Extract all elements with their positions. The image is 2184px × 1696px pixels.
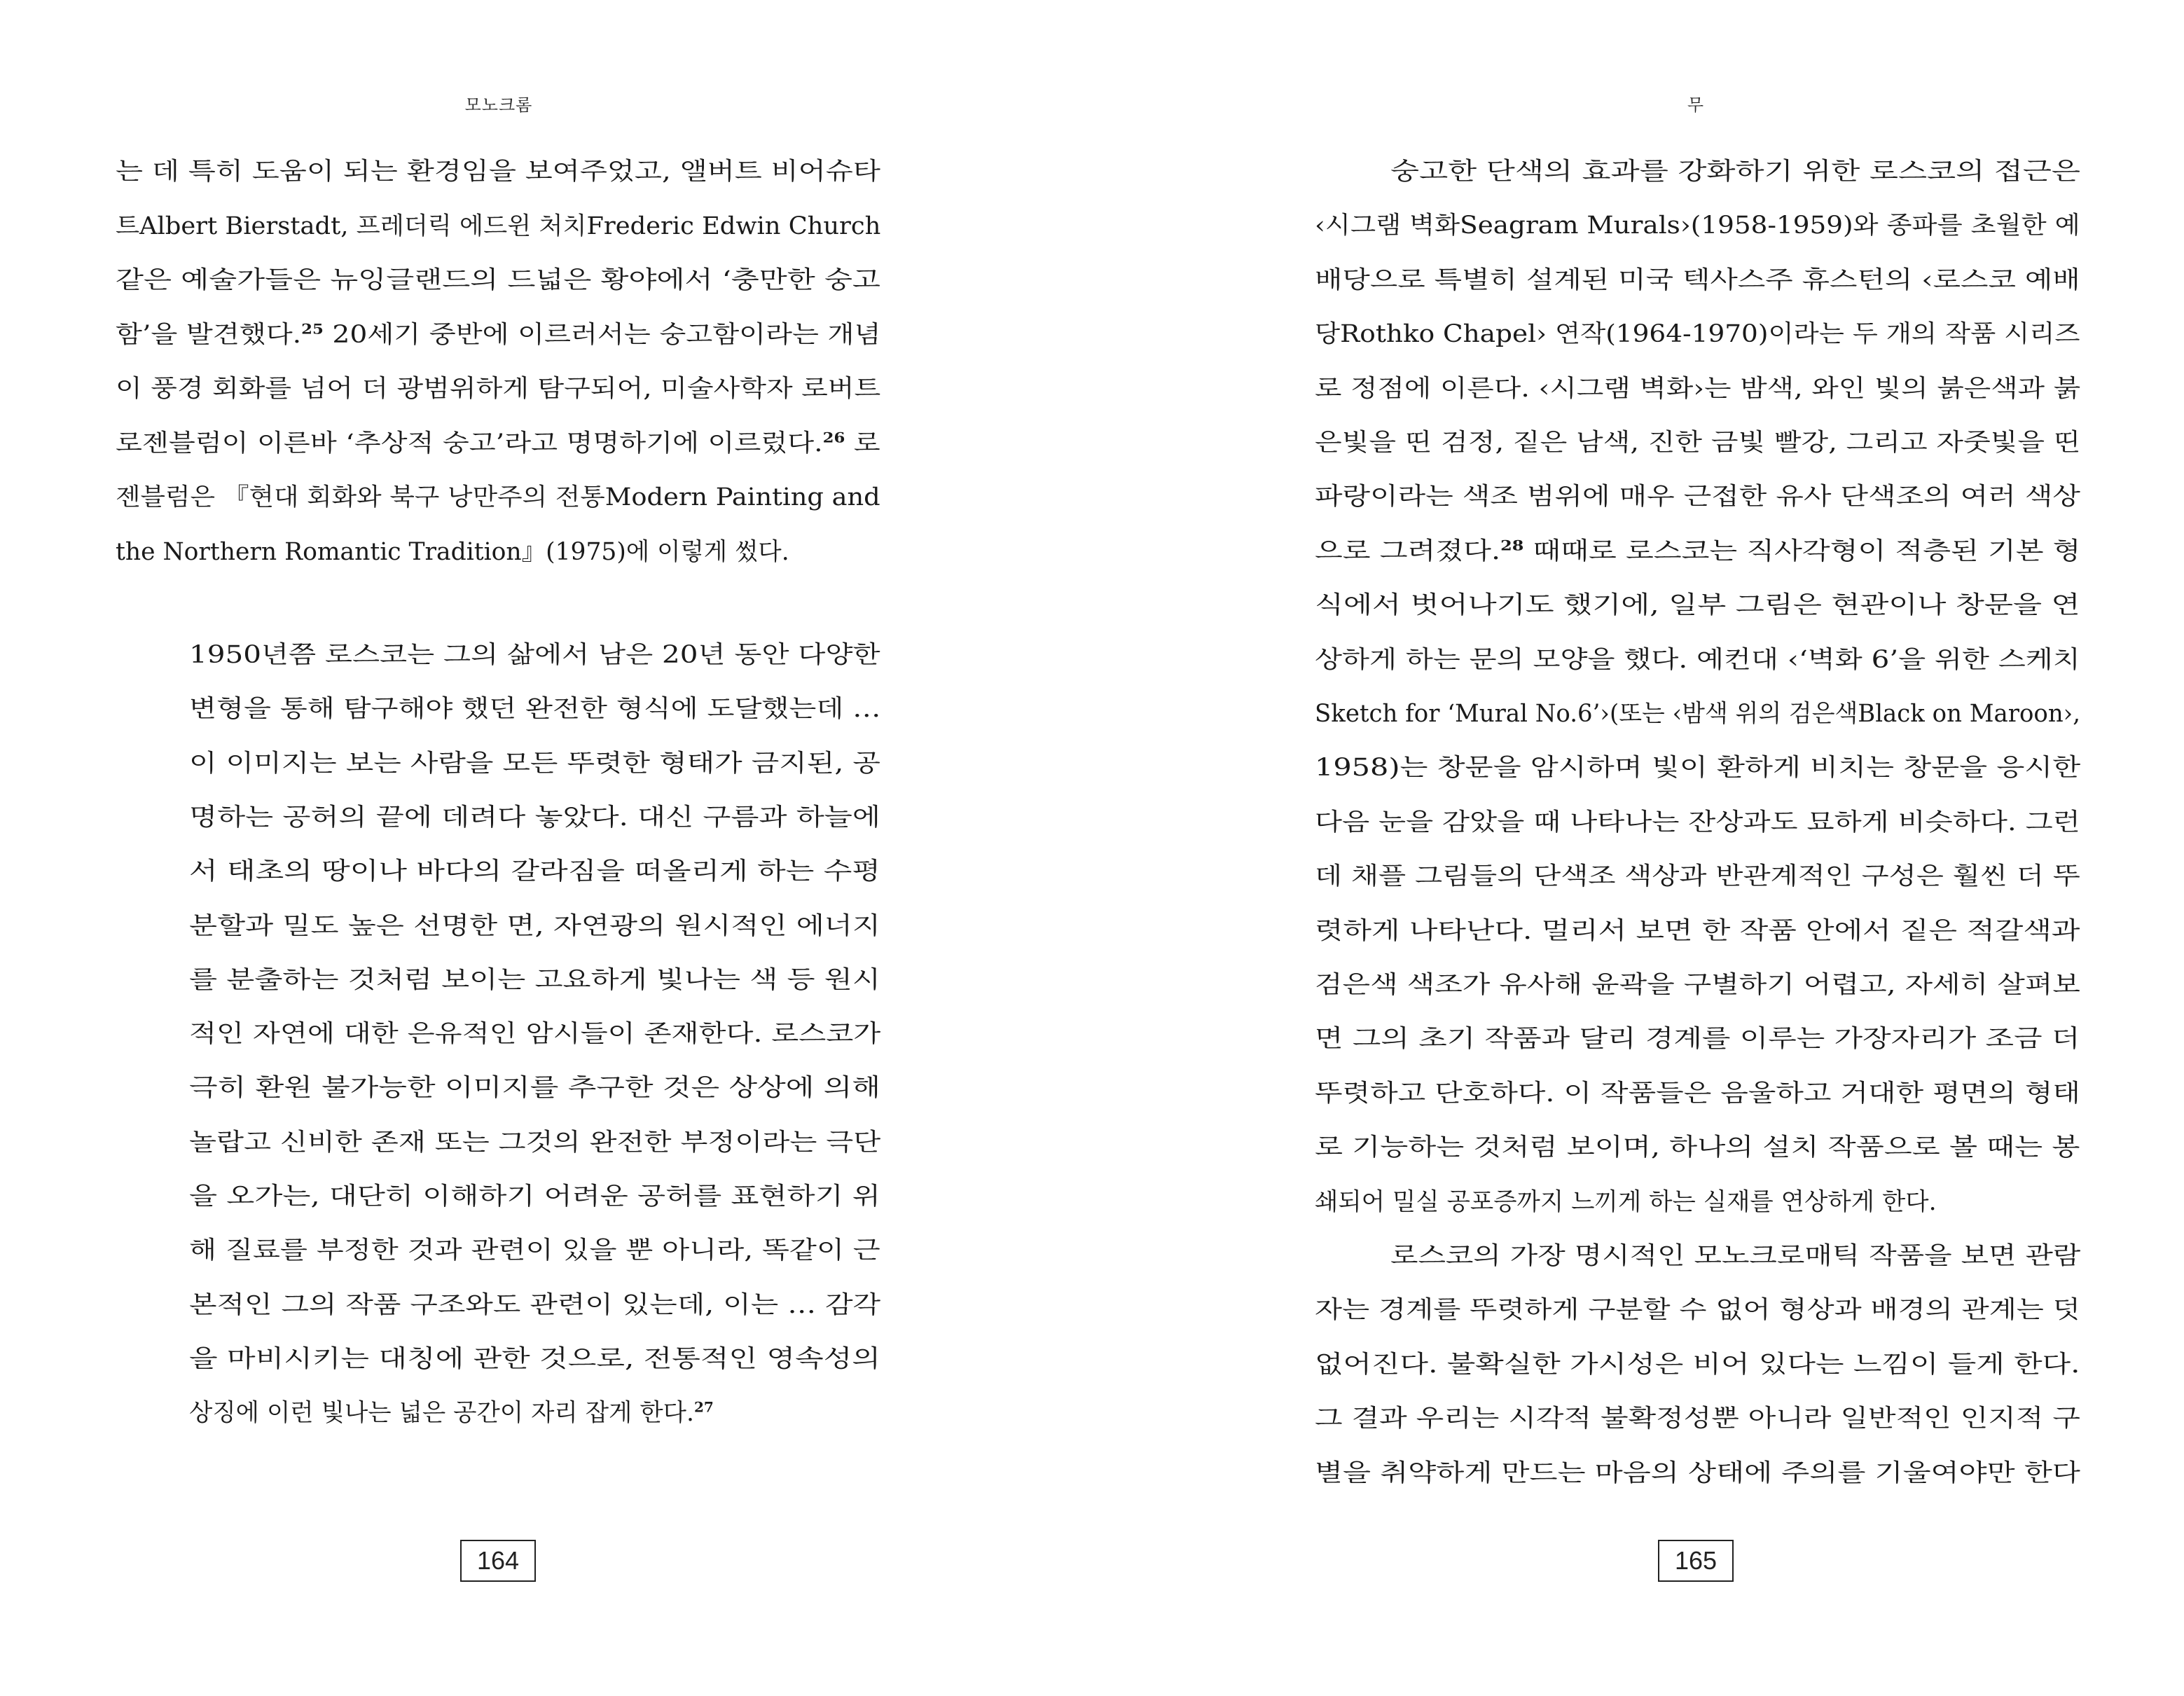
- text-line: 로스코의 가장 명시적인 모노크로매틱 작품을 보면 관람: [1390, 1242, 2081, 1270]
- text-line: Sketch for ‘Mural No.6’›(또는 ‹밤색 위의 검은색Black on Maroon›,: [1315, 700, 2081, 728]
- text-line: 데 채플 그림들의 단색조 색상과 반관계적인 구성은 훨씬 더 뚜: [1315, 862, 2080, 891]
- text-line: 1958)는 창문을 암시하며 빛이 환하게 비치는 창문을 응시한: [1315, 754, 2081, 782]
- text-line: 1950년쯤 로스코는 그의 삶에서 남은 20년 동안 다양한: [189, 641, 880, 669]
- text-line: 은빛을 띤 검정, 짙은 남색, 진한 금빛 빨강, 그리고 자줏빛을 띤: [1315, 429, 2081, 457]
- text-line: 젠블럼은 『현대 회화와 북구 낭만주의 전통Modern Painting and: [116, 483, 880, 511]
- text-line: 식에서 벗어나기도 했기에, 일부 그림은 현관이나 창문을 연: [1315, 591, 2080, 620]
- text-line: 상징에 이런 빛나는 넓은 공간이 자리 잡게 한다.$^{27}$: [189, 1398, 714, 1428]
- text-line: 같은 예술가들은 뉴잉글랜드의 드넓은 황야에서 ‘충만한 숭고: [116, 266, 880, 294]
- text-line: 뚜렷하고 단호하다. 이 작품들은 음울하고 거대한 평면의 형태: [1315, 1079, 2080, 1108]
- text-line: 을 오가는, 대단히 이해하기 어려운 공허를 표현하기 위: [189, 1183, 880, 1211]
- text-line: 이 이미지는 보는 사람을 모든 뚜렷한 형태가 금지된, 공: [189, 749, 880, 778]
- text-line: 분할과 밀도 높은 선명한 면, 자연광의 원시적인 에너지: [189, 911, 880, 940]
- page-number: 164: [460, 1540, 536, 1582]
- footnote-marker: 28: [1500, 537, 1524, 554]
- text-line: 적인 자연에 대한 은유적인 암시들이 존재한다. 로스코가: [189, 1020, 881, 1049]
- text-line: 함’을 발견했다.$^{25}$ 20세기 중반에 이르러서는 숭고함이라는 개념: [116, 320, 881, 349]
- text-line: 별을 취약하게 만드는 마음의 상태에 주의를 기울여야만 한다: [1315, 1459, 2080, 1487]
- text-line: 명하는 공허의 끝에 데려다 놓았다. 대신 구름과 하늘에: [189, 803, 880, 832]
- text-line: 변형을 통해 탐구해야 했던 완전한 형식에 도달했는데 …: [189, 695, 881, 724]
- text-line: 서 태초의 땅이나 바다의 갈라짐을 떠올리게 하는 수평: [189, 857, 880, 886]
- text-line: 자는 경계를 뚜렷하게 구분할 수 없어 형상과 배경의 관계는 덧: [1315, 1296, 2080, 1325]
- right-page: 무 숭고한 단색의 효과를 강화하기 위한 로스코의 접근은 ‹시그램 벽화Seagram Murals›(1958-1959)와 종파를 초월한 예 배당으로 특별히 설계된 미국 텍사스주 휴스턴의 ‹로스코 예배 당Rothko Chapel› 연작(1964-1970)이라는 두 개의 작품 시리즈 로 정점에 이른다. ‹시그램 벽화›는 밤색, 와인 빛의 붉은색과 붉 은빛을 띤 검정, 짙은 남색, 진한 금빛 빨강, 그리고 자줏빛을 띤 파랑이라는 색조 범위에 매우 근접한 유사 단색조의 여러 색상 으로 그려졌다.$^{28}$ 때때로 로스코는 직사각형이 적층된 기본 형 식에서 벗어나기도 했기에, 일부 그림은 현관이나 창문을 연 상하게 하는 문의 모양을 했다. 예컨대 ‹‘벽화 6’을 위한 스케치 Sketch for ‘Mural No.6’›(또는 ‹밤색 위의 검은색Black on Maroon›, 1958)는 창문을 암시하며 빛이 환하게 비치는 창문을 응시한 다음 눈을 감았을 때 나타나는 잔상과도 묘하게 비슷하다. 그런 데 채플 그림들의 단색조 색상과 반관계적인 구성은 훨씬 더 뚜 렷하게 나타난다. 멀리서 보면 한 작품 안에서 짙은 적갈색과 검은색 색조가 유사해 윤곽을 구별하기 어렵고, 자세히 살펴보 면 그의 초기 작품과 달리 경계를 이루는 가장자리가 조금 더 뚜렷하고 단호하다. 이 작품들은 음울하고 거대한 평면의 형태 로 기능하는 것처럼 보이며, 하나의 설치 작품으로 볼 때는 봉 쇄되어 밀실 공포증까지 느끼게 하는 실재를 연상하게 한다. 로스코의 가장 명시적인 모노크로매틱 작품을 보면 관람 자는 경계를 뚜렷하게 구분할 수 없어 형상과 배경의 관계는 덧 없어진다. 불확실한 가시성은 비어 있다는 느낌이 들게 한다. 그 결과 우리는 시각적 불확정성뿐 아니라 일반적인 인지적 구 별을 취약하게 만드는 마음의 상태에 주의를 기울여야만 한다 165: [1092, 0, 2184, 1696]
- text-line: 배당으로 특별히 설계된 미국 텍사스주 휴스턴의 ‹로스코 예배: [1315, 266, 2080, 294]
- text-line: 상하게 하는 문의 모양을 했다. 예컨대 ‹‘벽화 6’을 위한 스케치: [1315, 645, 2080, 674]
- text-line: 숭고한 단색의 효과를 강화하기 위한 로스코의 접근은: [1390, 158, 2081, 186]
- left-page: 모노크롬 는 데 특히 도움이 되는 환경임을 보여주었고, 앨버트 비어슈타 트Albert Bierstadt, 프레더릭 에드윈 처치Frederic Edwin Church 같은 예술가들은 뉴잉글랜드의 드넓은 황야에서 ‘충만한 숭고 함’을 발견했다.$^{25}$ 20세기 중반에 이르러서는 숭고함이라는 개념 이 풍경 회화를 넘어 더 광범위하게 탐구되어, 미술사학자 로버트 로젠블럼이 이른바 ‘추상적 숭고’라고 명명하기에 이르렀다.$^{26}$ 로 젠블럼은 『현대 회화와 북구 낭만주의 전통Modern Painting and the Northern Romantic Tradition』(1975)에 이렇게 썼다. 1950년쯤 로스코는 그의 삶에서 남은 20년 동안 다양한 변형을 통해 탐구해야 했던 완전한 형식에 도달했는데 … 이 이미지는 보는 사람을 모든 뚜렷한 형태가 금지된, 공 명하는 공허의 끝에 데려다 놓았다. 대신 구름과 하늘에 서 태초의 땅이나 바다의 갈라짐을 떠올리게 하는 수평 분할과 밀도 높은 선명한 면, 자연광의 원시적인 에너지 를 분출하는 것처럼 보이는 고요하게 빛나는 색 등 원시 적인 자연에 대한 은유적인 암시들이 존재한다. 로스코가 극히 환원 불가능한 이미지를 추구한 것은 상상에 의해 놀랍고 신비한 존재 또는 그것의 완전한 부정이라는 극단 을 오가는, 대단히 이해하기 어려운 공허를 표현하기 위 해 질료를 부정한 것과 관련이 있을 뿐 아니라, 똑같이 근 본적인 그의 작품 구조와도 관련이 있는데, 이는 … 감각 을 마비시키는 대칭에 관한 것으로, 전통적인 영속성의 상징에 이런 빛나는 넓은 공간이 자리 잡게 한다.$^{27}$ 164: [0, 0, 1092, 1696]
- text-line: 는 데 특히 도움이 되는 환경임을 보여주었고, 앨버트 비어슈타: [116, 158, 880, 186]
- text-line: 로 정점에 이른다. ‹시그램 벽화›는 밤색, 와인 빛의 붉은색과 붉: [1315, 374, 2081, 403]
- footnote-marker: 25: [301, 320, 324, 338]
- text-line: 이 풍경 회화를 넘어 더 광범위하게 탐구되어, 미술사학자 로버트: [116, 375, 881, 403]
- text-line: the Northern Romantic Tradition』(1975)에 이렇게 썼다.: [116, 537, 789, 566]
- text-line: ‹시그램 벽화Seagram Murals›(1958-1959)와 종파를 초월한 예: [1315, 212, 2080, 240]
- text-line: 면 그의 초기 작품과 달리 경계를 이루는 가장자리가 조금 더: [1315, 1025, 2080, 1054]
- text-line: 로젠블럼이 이른바 ‘추상적 숭고’라고 명명하기에 이르렀다.$^{26}$ 로: [116, 429, 880, 457]
- text-line: 을 마비시키는 대칭에 관한 것으로, 전통적인 영속성의: [189, 1344, 880, 1373]
- text-line: 놀랍고 신비한 존재 또는 그것의 완전한 부정이라는 극단: [189, 1128, 881, 1157]
- text-line: 없어진다. 불확실한 가시성은 비어 있다는 느낌이 들게 한다.: [1315, 1350, 2080, 1379]
- text-line: 파랑이라는 색조 범위에 매우 근접한 유사 단색조의 여러 색상: [1315, 483, 2080, 511]
- text-line: 그 결과 우리는 시각적 불확정성뿐 아니라 일반적인 인지적 구: [1315, 1405, 2080, 1433]
- page-number: 165: [1658, 1540, 1734, 1582]
- text-line: 극히 환원 불가능한 이미지를 추구한 것은 상상에 의해: [189, 1074, 880, 1103]
- text-line: 다음 눈을 감았을 때 나타나는 잔상과도 묘하게 비슷하다. 그런: [1315, 808, 2080, 836]
- text-line: 렷하게 나타난다. 멀리서 보면 한 작품 안에서 짙은 적갈색과: [1315, 916, 2080, 945]
- text-line: 로 기능하는 것처럼 보이며, 하나의 설치 작품으로 볼 때는 봉: [1315, 1133, 2080, 1162]
- text-line: 쇄되어 밀실 공포증까지 느끼게 하는 실재를 연상하게 한다.: [1315, 1187, 1937, 1216]
- text-line: 본적인 그의 작품 구조와도 관련이 있는데, 이는 … 감각: [189, 1290, 881, 1319]
- text-line: 트Albert Bierstadt, 프레더릭 에드윈 처치Frederic Edwin Church: [116, 212, 881, 240]
- text-line: 를 분출하는 것처럼 보이는 고요하게 빛나는 색 등 원시: [189, 965, 880, 994]
- text-line: 당Rothko Chapel› 연작(1964-1970)이라는 두 개의 작품 시리즈: [1315, 320, 2080, 349]
- text-line: 으로 그려졌다.$^{28}$ 때때로 로스코는 직사각형이 적층된 기본 형: [1315, 537, 2081, 565]
- footnote-marker: 26: [822, 429, 845, 446]
- footnote-marker: 27: [693, 1398, 714, 1416]
- text-line: 검은색 색조가 유사해 윤곽을 구별하기 어렵고, 자세히 살펴보: [1315, 971, 2080, 999]
- text-line: 해 질료를 부정한 것과 관련이 있을 뿐 아니라, 똑같이 근: [189, 1236, 880, 1265]
